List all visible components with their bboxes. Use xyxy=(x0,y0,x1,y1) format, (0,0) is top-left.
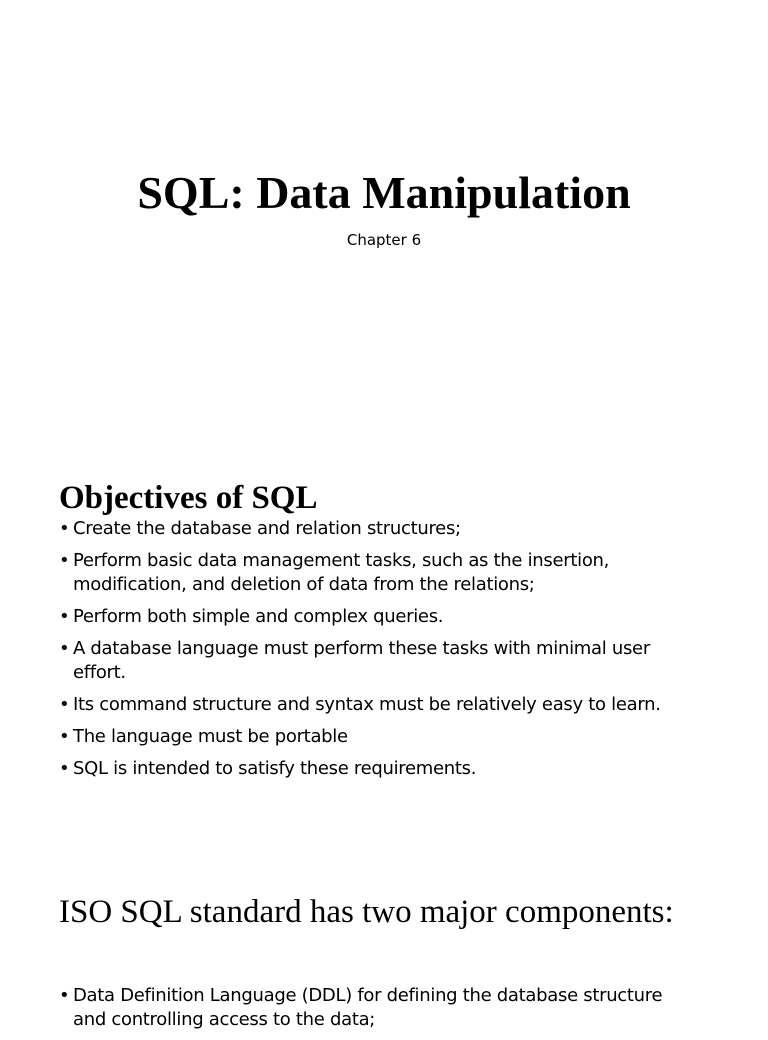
bullet-icon: • xyxy=(59,638,70,659)
bullet-item xyxy=(59,725,699,749)
bullet-item xyxy=(59,549,699,597)
bullet-text: SQL is intended to satisfy these requirements. xyxy=(73,758,477,779)
slide-heading: ISO SQL standard has two major components: xyxy=(59,894,674,930)
bullet-icon: • xyxy=(59,985,70,1006)
bullet-list xyxy=(59,984,699,1040)
bullet-item xyxy=(59,637,699,685)
bullet-item xyxy=(59,517,699,541)
bullet-icon: • xyxy=(59,726,70,747)
bullet-text: The language must be portable xyxy=(73,726,348,747)
bullet-text: Its command structure and syntax must be relatively easy to learn. xyxy=(73,694,661,715)
slide-objectives xyxy=(0,432,768,864)
bullet-item xyxy=(59,693,699,717)
bullet-icon: • xyxy=(59,550,70,571)
bullet-text: Data Definition Language (DDL) for defining the database structure and controlling access to the data; xyxy=(73,985,663,1030)
bullet-item xyxy=(59,984,699,1032)
bullet-list xyxy=(59,517,699,789)
slide-title-heading: SQL: Data Manipulation xyxy=(137,167,631,218)
bullet-text: Create the database and relation structures; xyxy=(73,518,461,539)
slide-heading: Objectives of SQL xyxy=(59,480,318,516)
slide-iso-standard xyxy=(0,864,768,1030)
bullet-icon: • xyxy=(59,694,70,715)
slide-subtitle: Chapter 6 xyxy=(346,231,422,249)
slide-title xyxy=(0,0,768,432)
bullet-text: Perform both simple and complex queries. xyxy=(73,606,444,627)
bullet-icon: • xyxy=(59,758,70,779)
bullet-text: Perform basic data management tasks, such as the insertion, modification, and deletion of data from the relations; xyxy=(73,550,610,595)
bullet-item xyxy=(59,757,699,781)
bullet-item xyxy=(59,605,699,629)
bullet-text: A database language must perform these tasks with minimal user effort. xyxy=(73,638,650,683)
bullet-icon: • xyxy=(59,518,70,539)
bullet-icon: • xyxy=(59,606,70,627)
